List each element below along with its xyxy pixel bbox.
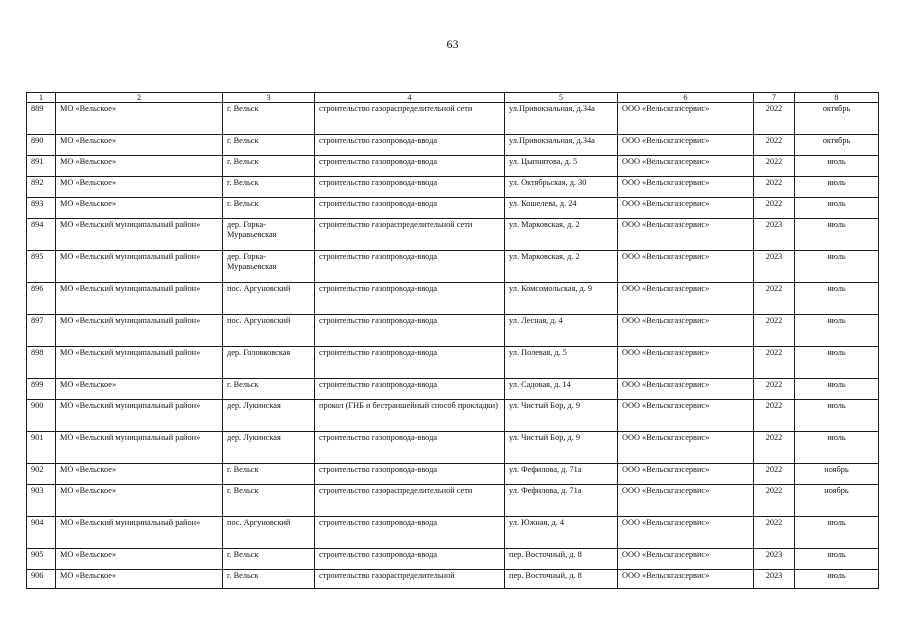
municipality-cell: МО «Вельское» xyxy=(56,485,223,517)
work-type-cell: строительство газопровода-ввода xyxy=(315,315,505,347)
organization-cell: ООО «Вельскгазсервис» xyxy=(618,135,754,156)
column-header: 6 xyxy=(618,93,754,103)
month-cell: июль xyxy=(795,251,879,283)
row-number-cell: 895 xyxy=(27,251,56,283)
organization-cell: ООО «Вельскгазсервис» xyxy=(618,177,754,198)
month-cell: июль xyxy=(795,517,879,549)
municipality-cell: МО «Вельское» xyxy=(56,549,223,570)
column-number-row xyxy=(27,93,879,103)
row-number-cell: 897 xyxy=(27,315,56,347)
organization-cell: ООО «Вельскгазсервис» xyxy=(618,432,754,464)
row-number-cell: 905 xyxy=(27,549,56,570)
municipality-cell: МО «Вельское» xyxy=(56,156,223,177)
row-number-cell: 889 xyxy=(27,103,56,135)
settlement-cell: г. Вельск xyxy=(223,549,315,570)
settlement-cell: г. Вельск xyxy=(223,379,315,400)
municipality-cell: МО «Вельское» xyxy=(56,177,223,198)
column-header: 5 xyxy=(505,93,618,103)
row-number-cell: 899 xyxy=(27,379,56,400)
year-cell: 2022 xyxy=(754,517,795,549)
page-number: 63 xyxy=(446,37,459,51)
settlement-cell: г. Вельск xyxy=(223,135,315,156)
table-row xyxy=(27,156,879,177)
work-type-cell: строительство газопровода-ввода xyxy=(315,517,505,549)
table-row xyxy=(27,517,879,549)
municipality-cell: МО «Вельский муниципальный район» xyxy=(56,400,223,432)
work-type-cell: строительство газопровода-ввода xyxy=(315,549,505,570)
address-cell: ул. Кошелева, д. 24 xyxy=(505,198,618,219)
table-row xyxy=(27,315,879,347)
month-cell: июль xyxy=(795,156,879,177)
organization-cell: ООО «Вельскгазсервис» xyxy=(618,315,754,347)
organization-cell: ООО «Вельскгазсервис» xyxy=(618,283,754,315)
work-type-cell: строительство газопровода-ввода xyxy=(315,198,505,219)
row-number-cell: 891 xyxy=(27,156,56,177)
address-cell: ул. Цыпнятова, д. 5 xyxy=(505,156,618,177)
month-cell: июль xyxy=(795,549,879,570)
table-row xyxy=(27,283,879,315)
municipality-cell: МО «Вельский муниципальный район» xyxy=(56,347,223,379)
month-cell: июль xyxy=(795,198,879,219)
address-cell: ул. Комсомольская, д. 9 xyxy=(505,283,618,315)
address-cell: ул. Чистый Бор, д. 9 xyxy=(505,432,618,464)
organization-cell: ООО «Вельскгазсервис» xyxy=(618,400,754,432)
month-cell: июль xyxy=(795,219,879,251)
work-type-cell: строительство газораспределительной сети xyxy=(315,219,505,251)
table-row xyxy=(27,219,879,251)
month-cell: октябрь xyxy=(795,103,879,135)
settlement-cell: г. Вельск xyxy=(223,485,315,517)
work-type-cell: строительство газопровода-ввода xyxy=(315,347,505,379)
month-cell: июль xyxy=(795,570,879,589)
row-number-cell: 902 xyxy=(27,464,56,485)
work-type-cell: строительство газопровода-ввода xyxy=(315,432,505,464)
work-type-cell: строительство газопровода-ввода xyxy=(315,135,505,156)
settlement-cell: дер. Горка-Муравьевская xyxy=(223,219,315,251)
address-cell: ул. Южная, д. 4 xyxy=(505,517,618,549)
column-header: 3 xyxy=(223,93,315,103)
organization-cell: ООО «Вельскгазсервис» xyxy=(618,379,754,400)
work-type-cell: строительство газопровода-ввода xyxy=(315,156,505,177)
month-cell: июль xyxy=(795,432,879,464)
table-row xyxy=(27,549,879,570)
row-number-cell: 896 xyxy=(27,283,56,315)
month-cell: июль xyxy=(795,347,879,379)
month-cell: июль xyxy=(795,177,879,198)
organization-cell: ООО «Вельскгазсервис» xyxy=(618,570,754,589)
settlement-cell: пос. Аргуновский xyxy=(223,283,315,315)
settlement-cell: г. Вельск xyxy=(223,570,315,589)
column-header: 2 xyxy=(56,93,223,103)
work-type-cell: прокол (ГНБ и бестраншейный способ прокладки) xyxy=(315,400,505,432)
year-cell: 2022 xyxy=(754,177,795,198)
row-number-cell: 892 xyxy=(27,177,56,198)
year-cell: 2022 xyxy=(754,103,795,135)
table-row xyxy=(27,347,879,379)
address-cell: ул. Фефилова, д. 71а xyxy=(505,464,618,485)
table-row xyxy=(27,464,879,485)
organization-cell: ООО «Вельскгазсервис» xyxy=(618,517,754,549)
year-cell: 2022 xyxy=(754,485,795,517)
table-row xyxy=(27,570,879,589)
row-number-cell: 901 xyxy=(27,432,56,464)
month-cell: октябрь xyxy=(795,135,879,156)
table-row xyxy=(27,400,879,432)
month-cell: июль xyxy=(795,400,879,432)
organization-cell: ООО «Вельскгазсервис» xyxy=(618,219,754,251)
address-cell: ул. Полевая, д. 5 xyxy=(505,347,618,379)
settlement-cell: г. Вельск xyxy=(223,103,315,135)
year-cell: 2022 xyxy=(754,156,795,177)
row-number-cell: 906 xyxy=(27,570,56,589)
address-cell: ул. Чистый Бор, д. 9 xyxy=(505,400,618,432)
municipality-cell: МО «Вельский муниципальный район» xyxy=(56,432,223,464)
municipality-cell: МО «Вельский муниципальный район» xyxy=(56,517,223,549)
month-cell: ноябрь xyxy=(795,485,879,517)
year-cell: 2022 xyxy=(754,464,795,485)
address-cell: ул. Фефилова, д. 71а xyxy=(505,485,618,517)
municipality-cell: МО «Вельское» xyxy=(56,198,223,219)
municipality-cell: МО «Вельское» xyxy=(56,103,223,135)
organization-cell: ООО «Вельскгазсервис» xyxy=(618,103,754,135)
table-row xyxy=(27,198,879,219)
table-body xyxy=(27,103,879,589)
settlement-cell: дер. Лукинская xyxy=(223,432,315,464)
organization-cell: ООО «Вельскгазсервис» xyxy=(618,485,754,517)
municipality-cell: МО «Вельское» xyxy=(56,464,223,485)
column-header: 1 xyxy=(27,93,56,103)
column-header: 8 xyxy=(795,93,879,103)
table-row xyxy=(27,251,879,283)
settlement-cell: пос. Аргуновский xyxy=(223,517,315,549)
municipality-cell: МО «Вельское» xyxy=(56,570,223,589)
organization-cell: ООО «Вельскгазсервис» xyxy=(618,156,754,177)
year-cell: 2022 xyxy=(754,283,795,315)
year-cell: 2023 xyxy=(754,570,795,589)
register-table xyxy=(26,92,879,589)
organization-cell: ООО «Вельскгазсервис» xyxy=(618,347,754,379)
municipality-cell: МО «Вельский муниципальный район» xyxy=(56,315,223,347)
year-cell: 2022 xyxy=(754,347,795,379)
row-number-cell: 903 xyxy=(27,485,56,517)
address-cell: ул.Привокзальная, д.34а xyxy=(505,135,618,156)
address-cell: пер. Восточный, д. 8 xyxy=(505,549,618,570)
year-cell: 2022 xyxy=(754,379,795,400)
settlement-cell: г. Вельск xyxy=(223,198,315,219)
work-type-cell: строительство газораспределительной сети xyxy=(315,485,505,517)
work-type-cell: строительство газораспределительной сети xyxy=(315,103,505,135)
row-number-cell: 900 xyxy=(27,400,56,432)
settlement-cell: пос. Аргуновский xyxy=(223,315,315,347)
year-cell: 2022 xyxy=(754,135,795,156)
organization-cell: ООО «Вельскгазсервис» xyxy=(618,198,754,219)
row-number-cell: 890 xyxy=(27,135,56,156)
municipality-cell: МО «Вельский муниципальный район» xyxy=(56,251,223,283)
work-type-cell: строительство газопровода-ввода xyxy=(315,177,505,198)
year-cell: 2022 xyxy=(754,400,795,432)
work-type-cell: строительство газораспределительной xyxy=(315,570,505,589)
municipality-cell: МО «Вельский муниципальный район» xyxy=(56,219,223,251)
work-type-cell: строительство газопровода-ввода xyxy=(315,379,505,400)
address-cell: ул. Марковская, д. 2 xyxy=(505,219,618,251)
organization-cell: ООО «Вельскгазсервис» xyxy=(618,464,754,485)
address-cell: ул.Привокзальная, д.34а xyxy=(505,103,618,135)
municipality-cell: МО «Вельское» xyxy=(56,379,223,400)
settlement-cell: дер. Горка-Муравьевская xyxy=(223,251,315,283)
year-cell: 2022 xyxy=(754,315,795,347)
year-cell: 2022 xyxy=(754,198,795,219)
address-cell: ул. Садовая, д. 14 xyxy=(505,379,618,400)
month-cell: июль xyxy=(795,315,879,347)
table-row xyxy=(27,432,879,464)
table-row xyxy=(27,379,879,400)
row-number-cell: 894 xyxy=(27,219,56,251)
year-cell: 2023 xyxy=(754,549,795,570)
month-cell: июль xyxy=(795,379,879,400)
year-cell: 2023 xyxy=(754,219,795,251)
municipality-cell: МО «Вельское» xyxy=(56,135,223,156)
month-cell: июль xyxy=(795,283,879,315)
year-cell: 2022 xyxy=(754,432,795,464)
address-cell: ул. Октябрьская, д. 30 xyxy=(505,177,618,198)
row-number-cell: 898 xyxy=(27,347,56,379)
organization-cell: ООО «Вельскгазсервис» xyxy=(618,251,754,283)
municipality-cell: МО «Вельский муниципальный район» xyxy=(56,283,223,315)
table-row xyxy=(27,485,879,517)
settlement-cell: дер. Лукинская xyxy=(223,400,315,432)
organization-cell: ООО «Вельскгазсервис» xyxy=(618,549,754,570)
address-cell: пер. Восточный, д. 8 xyxy=(505,570,618,589)
work-type-cell: строительство газопровода-ввода xyxy=(315,464,505,485)
settlement-cell: дер. Головковская xyxy=(223,347,315,379)
address-cell: ул. Марковская, д. 2 xyxy=(505,251,618,283)
settlement-cell: г. Вельск xyxy=(223,177,315,198)
column-header: 7 xyxy=(754,93,795,103)
row-number-cell: 893 xyxy=(27,198,56,219)
settlement-cell: г. Вельск xyxy=(223,156,315,177)
column-header: 4 xyxy=(315,93,505,103)
work-type-cell: строительство газопровода-ввода xyxy=(315,251,505,283)
work-type-cell: строительство газопровода-ввода xyxy=(315,283,505,315)
address-cell: ул. Лесная, д. 4 xyxy=(505,315,618,347)
row-number-cell: 904 xyxy=(27,517,56,549)
year-cell: 2023 xyxy=(754,251,795,283)
settlement-cell: г. Вельск xyxy=(223,464,315,485)
table-row xyxy=(27,177,879,198)
table-row xyxy=(27,103,879,135)
month-cell: ноябрь xyxy=(795,464,879,485)
table-row xyxy=(27,135,879,156)
